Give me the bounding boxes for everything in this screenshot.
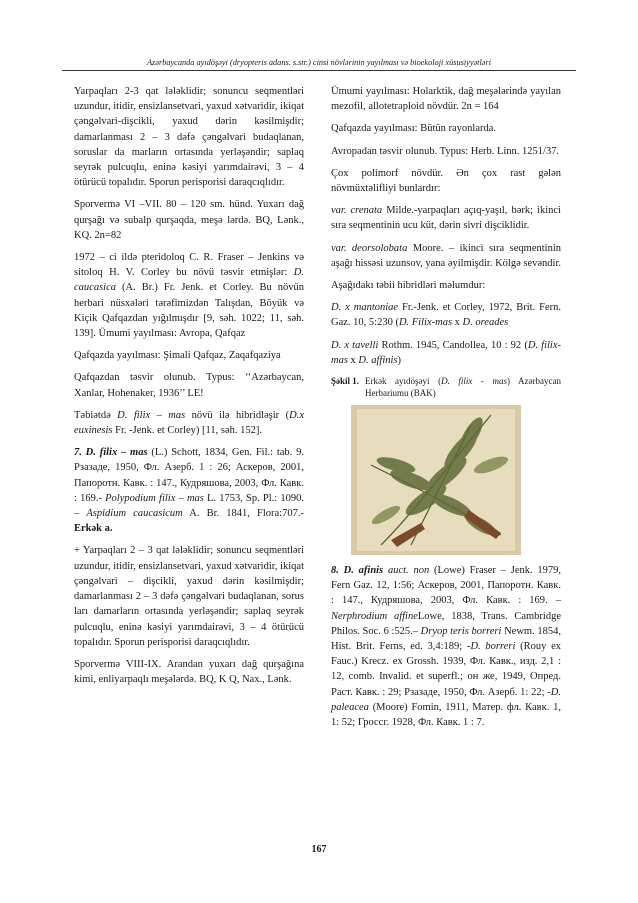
paragraph: Yarpaqları 2-3 qat lələklidir; sonuncu seqmentləri uzundur, itidir, ensizlansetvari, yaxud xətvaridir, ikiqat çəngəlvari-dişcikli, yaxud dərin kəsilmişdir; damarlanması 2 – 3 dəfə çəngəlvari budaqlanan, soruslar da marların ortasında yerləşəndir; saplaq seyrək pulcuqlu, eninə kəsiyi yarımdairəvi, 3 – 4 ötürücü topalıdır. Sporun perisporisi daraqcıqlıdır. [74, 86, 304, 189]
paragraph: Qafqazda yayılması: Bütün rayonlarda. [331, 123, 497, 135]
paragraph: Çox polimorf növdür. Ən çox rast gələn növmüxtəlifliyi bunlardır: [331, 167, 561, 195]
paragraph: Aşağıdakı təbii hibridləri məlumdur: [331, 280, 486, 292]
paragraph: Sporvermə VI –VII. 80 – 120 sm. hünd. Yuxarı dağ qurşağı və subalp qurşaqda, meşə lərdə. BQ, Lənk., KQ. 2n=82 [74, 199, 304, 241]
figure-caption [331, 375, 561, 399]
variety-deorsolobata: var. deorsolobata Moore. – ikinci sıra seqmentinin aşağı hissəsi uzunsov, yana əyilmişdir. Kölgə sevəndir. [331, 242, 561, 269]
paragraph: Təbiətdə D. filix – mas növü ilə hibridləşir (D.x euxinesis Fr. -Jenk. et Corley) [11, səh. 152]. [74, 409, 304, 437]
paragraph: Qafqazda yayılması: Şimali Qafqaz, Zaqafqaziya [74, 350, 281, 362]
paragraph: Qafqazdan təsvir olunub. Typus: ‘‘Azərbaycan, Xanlar, Hohenaker, 1936’’ LE! [74, 372, 304, 399]
paragraph: Sporvermə VIII-IX. Arandan yuxarı dağ qurşağına kimi, enliyarpaqlı meşələrdə. BQ, K Q, Nax., Lənk. [74, 658, 304, 686]
species-entry-7: 7. D. filix – mas (L.) Schott, 1834, Gen. Fil.: tab. 9. Рзазаде, 1950, Фл. Азерб. 1 : 26; Аскеров, 2001, Папоротн. Кавк. : 147., Кудряшова, 2003, Фл. Кавк. : 169.- Polypodium filix – mas L. 1753, Sp. Pl.: 1090. – Aspidium caucasicum A. Br. 1841, Flora:707.-Erkək a. [74, 447, 304, 535]
left-column [74, 84, 304, 694]
variety-crenata: var. crenata Milde.-yarpaqları açıq-yaşıl, bərk; ikinci sıra seqmentinin ucu küt, dərin sivri dişciklidir. [331, 205, 561, 232]
species-entry-8: 8. D. afinis auct. non (Lowe) Fraser – Jenk. 1979, Fern Gaz. 12, 1:56; Аскеров, 2001, Папоротн. Кавк. : 147., Кудряшова, 2003, Фл. Кавк. : 169. – Nerphrodium affineLowe, 1838, Trans. Cambridge Philos. Soc. 6 :525.– Dryop teris borreri Newm. 1854, Hist. Brit. Ferns, ed. 3,4:189; -D. borreri (Rouy ex Fauc.) Krecz. ex Grossh. 1939, Фл. Кавк., изд. 2,1 : 12, comb. Invalid. et superfl.; он же, 1949, Опред. Раст. Кавк. : 29; Рзазаде, 1950, Фл. Азерб. 1: 22; -D. paleacea (Moore) Fomin, 1911, Матер. фл. Кавк. 1, 1: 52; Гроссг. 1928, Фл. Кавк. 1 : 7. [331, 565, 562, 729]
figure-caption-text: Erkək ayıdöşəyi (D. filix - mas) Azərbaycan Herbariumu (BAK) [365, 376, 561, 399]
hybrid-tavelli: D. x tavelli Rothm. 1945, Candollea, 10 : 92 (D. filix-mas x D. affinis) [331, 339, 561, 366]
header-rule [62, 70, 576, 71]
paragraph: Ümumi yayılması: Holarktik, dağ meşələrində yayılan mezofil, allotetraploid növdür. 2n = 164 [331, 86, 561, 113]
running-header: Azərbaycanda ayıdöşəyi (dryopteris adans. s.str.) cinsi növlərinin yayılması və bioekoloji xüsusiyyətləri [146, 58, 492, 67]
herbarium-fern-image [351, 405, 521, 555]
paragraph: 1972 – ci ildə pteridoloq C. R. Fraser – Jenkins və sitoloq H. V. Corley bu növü təsvir etmişlər: D. caucasica (A. Br.) Fr. Jenk. et Corley. Bu növün herbari nüsxələri tərəfimizdən Talışdan, Böyük və Kiçik Qafqazdan yığılmışdır [9, səh. 1022; 11, səh. 139]. Ümumi yayılması: Avropa, Qafqaz [74, 252, 304, 340]
page-number: 167 [311, 844, 327, 855]
hybrid-mantoniae: D. x mantoniae Fr.-Jenk. et Corley, 1972, Brit. Fern. Gaz. 10, 5:230 (D. Filix-mas x D. oreades [331, 302, 561, 329]
figure-label: Şəkil 1. [331, 376, 360, 387]
paragraph: Avropadan təsvir olunub. Typus: Herb. Linn. 1251/37. [331, 145, 560, 157]
right-column [331, 84, 561, 737]
paragraph: + Yarpaqları 2 – 3 qat lələklidir; sonuncu seqmentləri uzundur, itidir, ensizlansetvari, yaxud xətvaridir, ikiqat çəngəlvari – dişcikli, yaxud dərin kəsilmişdir; damarlanması 2 – 3 dəfə çəngəlvari budaqlanan, sorus ları damarların ortasında yerləşəndir; saplaq seyrək pulcuqlu, eninə kəsiyi yarımdairəvi, 3 – 4 ötürücü topalıdır. Sporun perisporisi daraqcıqlıdır. [74, 545, 304, 648]
